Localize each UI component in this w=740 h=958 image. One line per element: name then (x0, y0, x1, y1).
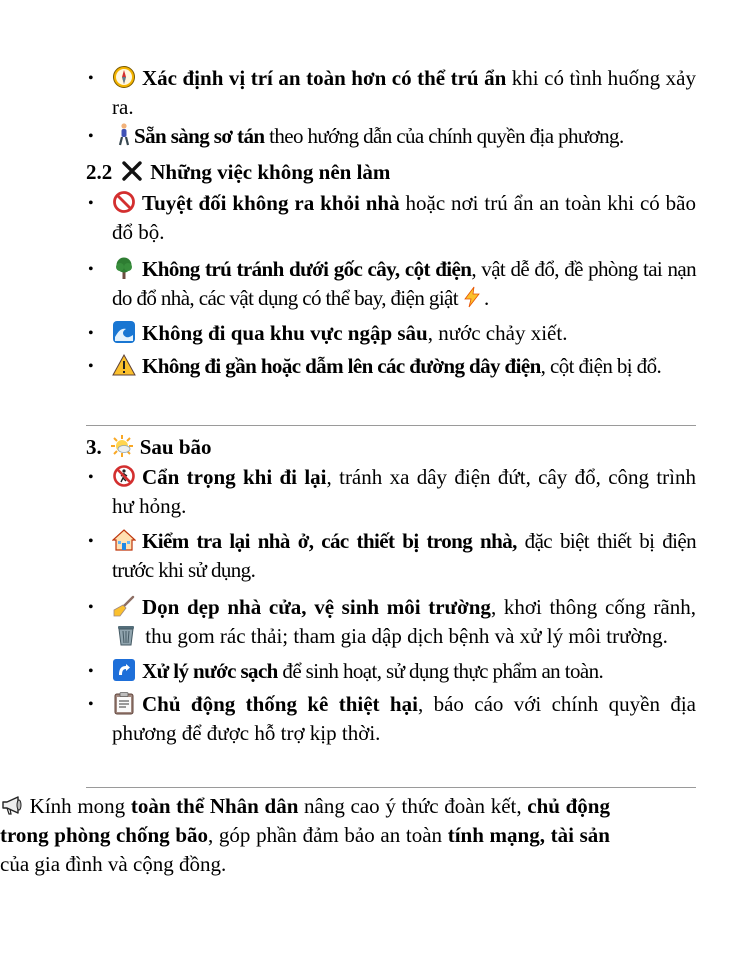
list-item: • Không đi gần hoặc dẫm lên các đường dây điện, cột điện bị đổ. (112, 352, 696, 381)
list-item: • Cẩn trọng khi đi lại, tránh xa dây điện đứt, cây đổ, công trình hư hỏng. (112, 463, 696, 521)
list-item: • Không đi qua khu vực ngập sâu, nước chảy xiết. (112, 319, 696, 348)
lightning-icon (460, 285, 484, 309)
divider (86, 787, 696, 788)
clipboard-icon (112, 691, 136, 715)
list-item: • Kiểm tra lại nhà ở, các thiết bị trong nhà, đặc biệt thiết bị điện trước khi sử dụng. (112, 527, 696, 585)
list-item: • Không trú tránh dưới gốc cây, cột điện, vật dễ đổ, đề phòng tai nạn do đổ nhà, các vật dụng có thể bay, điện giật . (112, 255, 696, 313)
house-icon (112, 528, 136, 552)
list-item: • Chủ động thống kê thiệt hại, báo cáo với chính quyền địa phương để được hỗ trợ kịp thời. (112, 690, 696, 748)
list-item: • Xác định vị trí an toàn hơn có thể trú ẩn khi có tình huống xảy ra. (112, 64, 696, 122)
person-walking-icon (112, 123, 130, 147)
section-number: 2.2 (86, 160, 113, 184)
cross-mark-icon (120, 159, 144, 183)
intro-list (112, 64, 696, 151)
prohibited-icon (112, 190, 136, 214)
after-storm-list (112, 463, 696, 748)
section-heading-2-2 (86, 158, 390, 187)
divider (86, 425, 696, 426)
section-heading-3 (86, 433, 212, 462)
section-title: Sau bão (139, 435, 212, 459)
list-item: • Dọn dẹp nhà cửa, vệ sinh môi trường, khơi thông cống rãnh, thu gom rác thải; tham gia dập dịch bệnh và xử lý môi trường. (112, 593, 696, 651)
megaphone-icon (0, 793, 24, 817)
list-item: • Xử lý nước sạch để sinh hoạt, sử dụng thực phẩm an toàn. (112, 657, 696, 686)
section-title: Những việc không nên làm (150, 160, 391, 184)
section-number: 3. (86, 435, 102, 459)
wastebasket-icon (114, 623, 138, 647)
warning-icon (112, 353, 136, 377)
wave-icon (112, 320, 136, 344)
list-item: • Tuyệt đối không ra khỏi nhà hoặc nơi trú ẩn an toàn khi có bão đổ bộ. (112, 189, 696, 247)
dont-list (112, 189, 696, 381)
no-pedestrians-icon (112, 464, 136, 488)
sun-behind-cloud-icon (110, 434, 134, 458)
compass-icon (112, 65, 136, 89)
tree-icon (112, 256, 136, 280)
water-tap-icon (112, 658, 136, 682)
broom-icon (112, 594, 136, 618)
closing-paragraph: Kính mong toàn thể Nhân dân nâng cao ý thức đoàn kết, chủ động trong phòng chống bão, góp phần đảm bảo an toàn tính mạng, tài sản của gia đình và cộng đồng. (0, 794, 610, 876)
list-item: • Sẵn sàng sơ tán theo hướng dẫn của chính quyền địa phương. (112, 122, 696, 151)
